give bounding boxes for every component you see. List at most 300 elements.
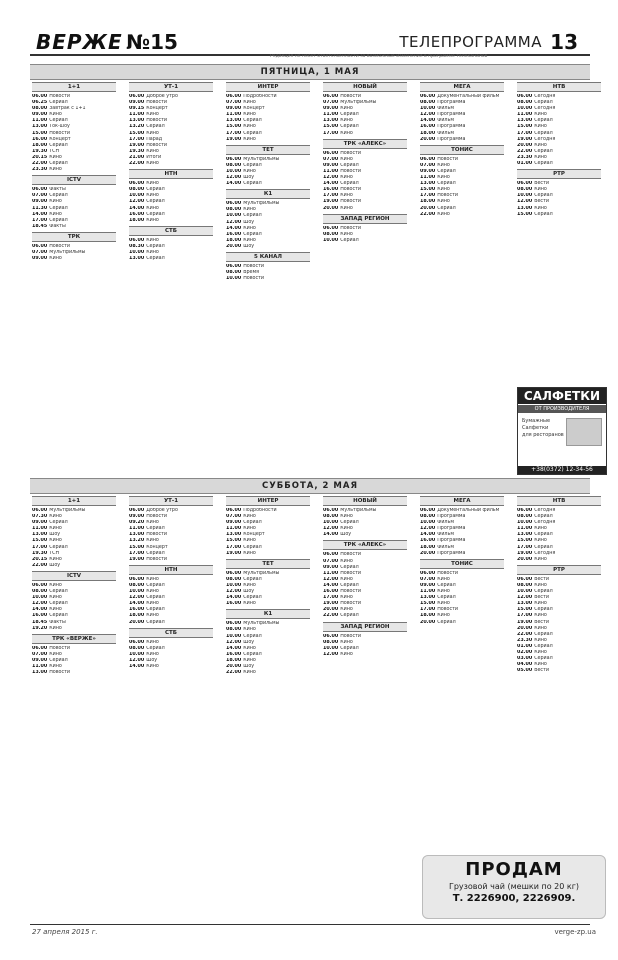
program-time: 20.00 [420,205,436,211]
program-time: 20.00 [420,136,436,142]
program-row [32,626,116,632]
program-title: Программа [437,538,466,544]
program-title: Новости [49,645,71,651]
intro-note: Редакция не несет ответственности за возможные изменения в программе телеканалов [270,54,488,59]
program-title: Сериал [534,130,553,136]
program-time: 13.00 [420,595,436,601]
program-time: 20.15 [32,154,48,160]
program-time: 20.15 [32,556,48,562]
program-time: 22.00 [517,148,533,154]
program-time: 10.00 [129,249,145,255]
program-time: 03.00 [517,656,533,662]
program-title: Сериал [340,162,359,168]
program-title: Сериал [437,168,456,174]
program-time: 20.00 [420,550,436,556]
program-time: 06.00 [226,201,242,207]
program-time: 11.00 [32,526,48,532]
program-title: Кино [49,538,62,544]
program-time: 13.00 [129,256,145,262]
program-time: 12.00 [226,219,242,225]
program-title: Шоу [243,663,255,669]
program-title: ТСН [49,550,60,556]
program-title: Сериал [146,187,165,193]
program-title: Сериал [49,520,68,526]
program-title: Кино [146,576,159,582]
program-title: Сегодня [534,520,556,526]
program-time: 20.00 [517,556,533,562]
program-title: Сериал [146,550,165,556]
program-time: 09.00 [32,199,48,205]
program-title: Сериал [437,181,456,187]
program-time: 20.00 [420,619,436,625]
channel-header: ТРК «ВЕРЖЕ» [32,634,116,644]
program-title: Кино [340,205,353,211]
program-time: 06.00 [226,94,242,99]
program-time: 16.00 [420,538,436,544]
program-title: Сериал [49,217,68,223]
program-title: Сегодня [534,550,556,556]
program-time: 06.00 [420,94,436,99]
program-time: 12.00 [129,199,145,205]
program-time: 06.00 [517,508,533,513]
program-time: 19.00 [129,142,145,148]
program-time: 02.00 [517,649,533,655]
program-time: 17.00 [517,130,533,136]
footer-website: verge-zp.ua [554,928,596,936]
program-title: Концерт [49,136,71,142]
program-title: Сериал [49,118,68,124]
page-header [30,28,590,54]
program-title: Кино [243,124,256,130]
channel-header: НОВЫЙ [323,82,407,92]
program-time: 17.00 [420,193,436,199]
program-title: Кино [49,112,62,118]
program-title: Сериал [243,595,262,601]
program-time: 18.45 [32,223,48,229]
program-time: 09.00 [323,106,339,112]
program-time: 14.00 [32,211,48,217]
program-time: 10.00 [323,520,339,526]
channel-header: 5 КАНАЛ [226,252,310,262]
program-row [420,212,504,218]
program-title: Вести [534,181,549,187]
program-time: 13.00 [32,124,48,130]
program-title: Новости [340,187,362,193]
program-time: 01.00 [517,643,533,649]
program-title: Шоу [243,219,255,225]
ad-line: для ресторанов [522,432,564,438]
program-title: Парад [146,136,163,142]
program-title: Сериал [49,601,68,607]
program-title: ТСН [49,148,60,154]
program-title: Новости [146,100,168,106]
program-time: 20.00 [517,142,533,148]
program-title: Сериал [534,532,553,538]
program-time: 06.00 [420,508,436,513]
program-title: Новости [146,142,168,148]
program-title: Кино [534,582,547,588]
program-title: Кино [340,595,353,601]
channel-header: 1+1 [32,496,116,506]
program-title: Кино [146,148,159,154]
channel-header: РТР [517,565,601,575]
program-title: Новости [437,607,459,613]
program-title: Кино [49,526,62,532]
program-time: 06.00 [32,645,48,651]
program-time: 08.30 [129,243,145,249]
program-title: Новости [49,243,71,249]
program-title: Кино [534,649,547,655]
program-title: Вести [534,199,549,205]
program-time: 10.00 [129,651,145,657]
program-time: 18.00 [420,199,436,205]
ad-line: Бумажные [522,418,551,424]
program-row [129,161,213,167]
program-time: 09.00 [129,100,145,106]
napkin-box-image [566,418,602,446]
program-title: Программа [437,136,466,142]
program-time: 13.00 [32,670,48,676]
channel-header: НТН [129,565,213,575]
program-title: Сериал [340,124,359,130]
program-title: Шоу [243,243,255,249]
program-time: 20.00 [323,607,339,613]
program-time: 14.00 [129,601,145,607]
program-title: Сериал [243,181,262,187]
program-row [226,181,310,187]
program-time: 09.00 [32,256,48,262]
channel-header: НТВ [517,82,601,92]
program-title: Новости [49,130,71,136]
program-time: 19.30 [32,148,48,154]
program-title: Сериал [534,148,553,154]
program-title: Кино [243,514,256,520]
program-title: Новости [340,199,362,205]
program-row [420,137,504,143]
program-title: Кино [146,112,159,118]
schedule-column [420,80,504,474]
program-time: 13.00 [517,205,533,211]
program-title: Фильм [437,118,454,124]
ad-text: Грузовой чай (мешки по 20 кг) [448,882,580,891]
program-title: Программа [437,124,466,130]
program-time: 11.00 [226,112,242,118]
program-time: 18.00 [226,657,242,663]
program-row [517,212,601,218]
program-time: 23.30 [517,637,533,643]
program-time: 11.30 [32,205,48,211]
program-title: Сериал [340,112,359,118]
program-time: 07.00 [32,193,48,199]
program-time: 11.00 [420,589,436,595]
program-time: 06.00 [226,621,242,627]
day-title: ПЯТНИЦА, 1 МАЯ [260,67,360,77]
program-time: 07.00 [323,558,339,564]
program-time: 17.00 [32,217,48,223]
program-time: 08.00 [323,639,339,645]
program-time: 09.00 [420,582,436,588]
program-title: Кино [146,249,159,255]
program-title: Кино [437,211,450,217]
program-time: 18.00 [32,142,48,148]
program-title: Документальный фильм [437,508,500,513]
program-time: 19.00 [517,136,533,142]
program-title: Кино [146,639,159,645]
program-title: Сериал [146,211,165,217]
program-row [129,664,213,670]
program-time: 04.00 [517,662,533,668]
program-title: Сериал [49,100,68,106]
program-title: Шоу [146,657,158,663]
program-title: Сериал [437,619,456,625]
program-row [323,532,407,538]
program-time: 09.00 [420,168,436,174]
program-time: 06.25 [32,100,48,106]
program-time: 15.00 [517,607,533,613]
napkins-advertisement [517,387,607,475]
program-title: Кино [146,663,159,669]
program-time: 14.00 [226,225,242,231]
program-time: 13.00 [129,118,145,124]
program-time: 16.00 [226,601,242,607]
program-title: Кино [534,637,547,643]
program-title: Кино [437,601,450,607]
program-time: 19.00 [226,136,242,142]
channel-header: К1 [226,189,310,199]
program-title: Сериал [243,520,262,526]
program-title: Кино [49,514,62,520]
program-time: 06.00 [226,508,242,513]
program-title: Фильм [437,532,454,538]
program-time: 10.00 [226,582,242,588]
program-time: 18.00 [420,613,436,619]
program-title: Кино [534,601,547,607]
program-time: 19.30 [32,550,48,556]
program-title: Сериал [146,645,165,651]
program-time: 20.00 [226,663,242,669]
program-time: 06.00 [517,576,533,582]
section-title: ТЕЛЕПРОГРАММА [399,33,542,51]
program-time: 16.00 [226,651,242,657]
program-title: Мультфильмы [340,508,377,513]
program-time: 06.00 [32,94,48,99]
program-title: Новости [340,633,362,639]
program-title: Кино [49,211,62,217]
program-time: 08.00 [129,187,145,193]
program-title: Сериал [534,514,553,520]
program-row [226,551,310,557]
program-time: 16.00 [129,211,145,217]
program-title: Сериал [340,613,359,619]
program-time: 19.20 [32,625,48,631]
program-time: 13.00 [420,181,436,187]
program-title: Сериал [437,205,456,211]
program-title: Кино [340,558,353,564]
program-title: Мультфильмы [243,621,280,627]
schedule-column [32,494,116,922]
program-time: 08.00 [323,231,339,237]
program-title: Кино [340,175,353,181]
schedule-column [420,494,504,850]
program-row [129,557,213,563]
program-time: 15.00 [420,601,436,607]
program-title: Кино [340,193,353,199]
program-time: 10.00 [323,237,339,243]
program-time: 10.00 [517,106,533,112]
program-time: 09.00 [226,106,242,112]
program-time: 12.00 [226,175,242,181]
program-title: Кино [340,607,353,613]
program-title: Шоу [243,639,255,645]
program-time: 12.00 [517,595,533,601]
program-title: Сериал [49,193,68,199]
program-title: Кино [340,231,353,237]
program-time: 16.00 [226,231,242,237]
program-title: Сериал [49,161,68,167]
program-time: 19.00 [517,619,533,625]
program-time: 14.00 [420,118,436,124]
program-title: Вести [534,595,549,601]
program-title: Факты [49,187,66,193]
program-time: 19.00 [323,601,339,607]
program-title: Сериал [243,118,262,124]
program-time: 10.00 [129,589,145,595]
program-time: 06.00 [323,633,339,639]
program-title: Кино [49,663,62,669]
program-title: Кино [437,613,450,619]
program-title: Программа [437,112,466,118]
program-time: 19.00 [129,556,145,562]
program-time: 13.00 [517,118,533,124]
program-time: 06.00 [323,150,339,156]
program-title: Сериал [49,142,68,148]
program-time: 11.00 [517,526,533,532]
program-time: 17.00 [323,130,339,136]
program-title: Фильм [437,130,454,136]
program-time: 22.00 [226,670,242,676]
program-title: Кино [49,651,62,657]
program-title: Кино [340,118,353,124]
program-time: 12.00 [323,576,339,582]
program-time: 07.00 [226,100,242,106]
program-title: Кино [534,142,547,148]
day-title: СУББОТА, 2 МАЯ [262,481,358,491]
program-title: Сериал [534,118,553,124]
program-time: 12.00 [517,199,533,205]
program-time: 14.00 [323,532,339,538]
program-title: Программа [437,550,466,556]
program-title: Сериал [534,544,553,550]
program-time: 14.00 [226,645,242,651]
program-title: Шоу [243,175,255,181]
schedule-column [323,494,407,922]
program-title: Кино [146,181,159,187]
program-title: Сериал [146,199,165,205]
program-time: 17.00 [323,595,339,601]
program-title: Кино [243,582,256,588]
program-title: Концерт [146,106,168,112]
schedule-column [517,494,601,850]
program-time: 13.20 [129,538,145,544]
program-title: Мультфильмы [340,100,377,106]
program-title: Кино [534,205,547,211]
program-time: 18.00 [420,130,436,136]
program-time: 18.00 [129,613,145,619]
program-time: 14.00 [323,582,339,588]
ad-phones: Т. 2226900, 2226909. [452,893,576,904]
program-time: 18.00 [129,217,145,223]
sale-advertisement [422,855,606,919]
program-title: Кино [146,601,159,607]
ad-subtitle: ОТ ПРОИЗВОДИТЕЛЯ [518,405,606,413]
program-title: Новости [340,94,362,99]
program-title: Кино [340,526,353,532]
program-title: Новости [340,601,362,607]
program-time: 09.00 [32,520,48,526]
program-time: 15.00 [32,538,48,544]
program-time: 06.00 [32,582,48,588]
program-time: 11.00 [420,175,436,181]
program-time: 12.00 [129,657,145,663]
program-title: Вести [534,668,549,674]
channel-header: СТБ [129,628,213,638]
program-time: 15.00 [323,124,339,130]
schedule-column [129,80,213,474]
program-title: Программа [437,514,466,520]
program-time: 14.00 [32,607,48,613]
program-title: Сериал [534,656,553,662]
program-time: 13.00 [32,532,48,538]
channel-header: НОВЫЙ [323,496,407,506]
channel-header: МЕГА [420,82,504,92]
program-time: 06.00 [129,94,145,99]
program-row [517,161,601,167]
program-title: Кино [49,256,62,262]
program-title: Сериал [534,211,553,217]
program-time: 17.00 [129,136,145,142]
channel-header: ТРК «АЛЕКС» [323,139,407,149]
program-title: Новости [49,670,71,676]
program-title: Сериал [49,613,68,619]
program-title: Кино [437,162,450,168]
program-title: Кино [243,550,256,556]
program-time: 11.00 [129,112,145,118]
program-time: 16.00 [32,136,48,142]
program-title: Новости [146,118,168,124]
channel-header: РТР [517,169,601,179]
program-time: 08.00 [129,582,145,588]
newspaper-logo: ВЕРЖЕ [36,30,123,54]
program-title: Кино [243,207,256,213]
ad-line: Салфетки [522,425,549,431]
program-title: Кино [534,625,547,631]
channel-header: ICTV [32,571,116,581]
program-title: Кино [340,576,353,582]
program-title: Доброе утро [146,508,178,513]
program-time: 13.00 [517,532,533,538]
program-row [226,670,310,676]
program-title: Новости [340,225,362,231]
program-time: 06.00 [129,508,145,513]
program-time: 08.00 [129,645,145,651]
channel-header: ЗАПАД РЕГИОН [323,214,407,224]
program-title: Кино [437,187,450,193]
channel-header: ТЕТ [226,559,310,569]
program-title: Вести [534,576,549,582]
program-title: Кино [243,601,256,607]
program-title: Кино [49,556,62,562]
program-title: Новости [437,570,459,576]
